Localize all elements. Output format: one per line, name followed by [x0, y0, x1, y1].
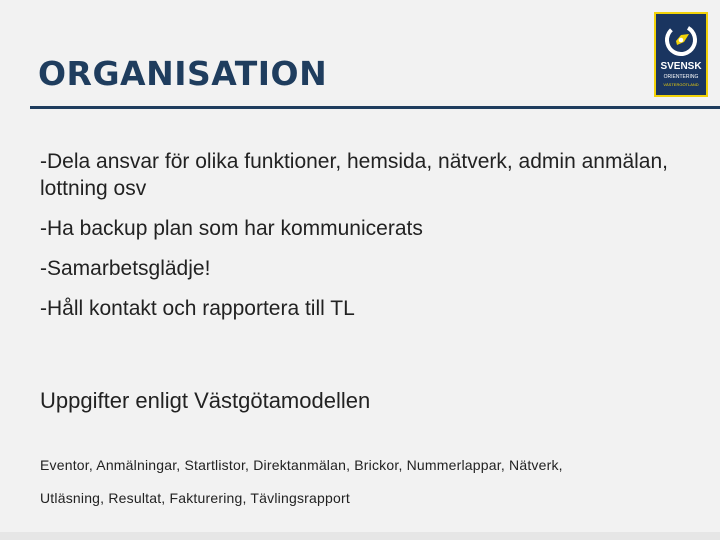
- task-list-line: Utläsning, Resultat, Fakturering, Tävlingsrapport: [40, 490, 350, 506]
- section-heading: Uppgifter enligt Västgötamodellen: [40, 388, 371, 413]
- bullet-item: -Ha backup plan som har kommunicerats: [40, 217, 423, 240]
- slide-title: ORGANISATION: [38, 54, 328, 93]
- bullet-item: -Samarbetsglädje!: [40, 257, 211, 280]
- task-list-line: Eventor, Anmälningar, Startlistor, Direktanmälan, Brickor, Nummerlappar, Nätverk,: [40, 457, 563, 473]
- logo-text-region: VÄSTERGÖTLAND: [663, 82, 699, 87]
- footer-band: [0, 532, 720, 540]
- bullet-item: -Dela ansvar för olika funktioner, hemsida, nätverk, admin anmälan, lottning osv: [40, 150, 668, 200]
- title-divider: [30, 106, 720, 109]
- logo-text-svensk: SVENSK: [660, 61, 702, 72]
- bullet-list: [40, 148, 680, 335]
- bullet-item: -Håll kontakt och rapportera till TL: [40, 297, 355, 320]
- compass-icon: [662, 21, 700, 59]
- logo-text-orientering: ORIENTERING: [663, 74, 699, 80]
- svensk-orientering-logo: [654, 12, 708, 97]
